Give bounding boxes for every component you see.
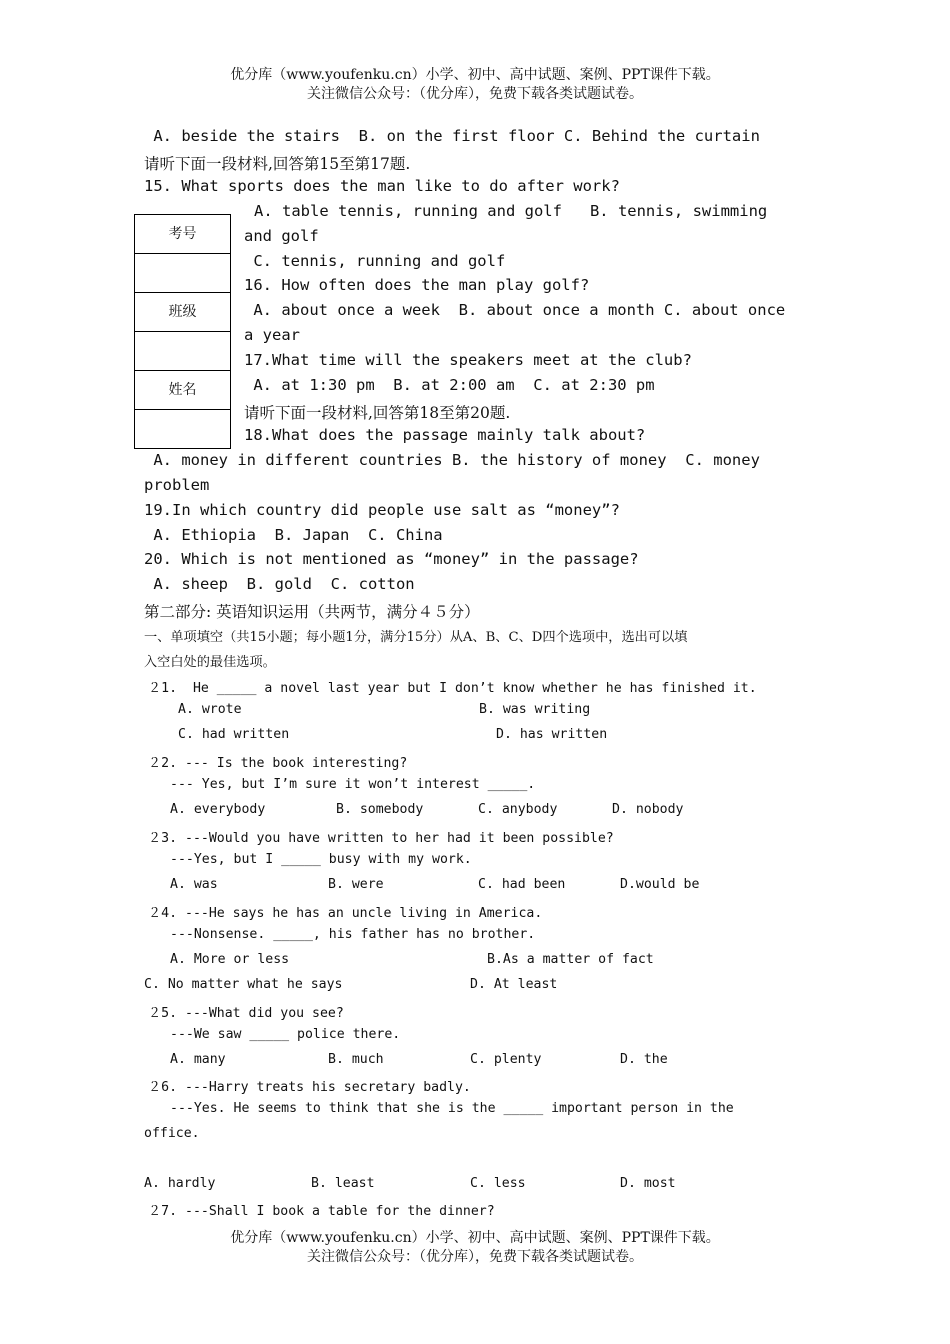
q22-option-c: C. anybody — [478, 802, 558, 817]
question-20: 20. Which is not mentioned as “money” in the passage? — [144, 550, 639, 568]
exam-number-label: 考号 — [135, 215, 230, 254]
q25-reply: ---We saw _____ police there. — [170, 1027, 401, 1042]
q26-option-c: C. less — [470, 1176, 526, 1191]
q23-reply: ---Yes, but I _____ busy with my work. — [170, 852, 472, 867]
header-line-1: 优分库（www.youfenku.cn）小学、初中、高中试题、案例、PPT课件下载。 — [230, 67, 720, 83]
question-15: 15. What sports does the man like to do after work? — [144, 177, 620, 195]
q15-options-b-cont: and golf — [244, 227, 319, 245]
question-19: 19.In which country did people use salt as “money”? — [144, 501, 620, 519]
single-choice-instruction-cont: 入空白处的最佳选项。 — [144, 655, 276, 670]
q25-option-d: D. the — [620, 1052, 668, 1067]
q23-option-a: A. was — [170, 877, 218, 892]
page-header — [0, 66, 950, 104]
section-instruction-18-20: 请听下面一段材料,回答第18至第20题. — [244, 404, 511, 422]
q22-reply: --- Yes, but I’m sure it won’t interest _____. — [170, 777, 536, 792]
q22-option-d: D. nobody — [612, 802, 684, 817]
question-23: ２3. ---Would you have written to her had it been possible? — [148, 831, 614, 846]
question-26: ２6. ---Harry treats his secretary badly. — [148, 1080, 471, 1095]
header-line-2: 关注微信公众号：（优分库），免费下载各类试题试卷。 — [307, 86, 643, 102]
q24-reply: ---Nonsense. _____, his father has no brother. — [170, 927, 536, 942]
q16-options: A. about once a week B. about once a month C. about once — [244, 301, 786, 319]
single-choice-instruction: 一、单项填空（共15小题；每小题1分，满分15分）从A、B、C、D四个选项中，选出可以填 — [144, 630, 688, 645]
question-24: ２4. ---He says he has an uncle living in America. — [148, 906, 543, 921]
q15-options-ab: A. table tennis, running and golf B. tennis, swimming — [254, 202, 768, 220]
question-21: ２1. He _____ a novel last year but I don’t know whether he has finished it. — [148, 681, 757, 696]
part-two-heading: 第二部分: 英语知识运用（共两节，满分４５分） — [144, 603, 480, 621]
q16-options-cont: a year — [244, 326, 300, 344]
q23-option-c: C. had been — [478, 877, 566, 892]
name-label: 姓名 — [135, 371, 230, 410]
q23-option-d: D.would be — [620, 877, 700, 892]
q26-reply-cont: office. — [144, 1126, 200, 1141]
question-27: ２7. ---Shall I book a table for the dinner? — [148, 1204, 495, 1219]
class-field — [135, 332, 230, 371]
question-16: 16. How often does the man play golf? — [244, 276, 590, 294]
question-25: ２5. ---What did you see? — [148, 1006, 344, 1021]
q24-option-b: B.As a matter of fact — [487, 952, 654, 967]
page-footer — [0, 1229, 950, 1267]
q22-option-b: B. somebody — [336, 802, 424, 817]
q19-options: A. Ethiopia B. Japan C. China — [144, 526, 443, 544]
q23-option-b: B. were — [328, 877, 384, 892]
q26-reply: ---Yes. He seems to think that she is the _____ important person in the — [170, 1101, 734, 1116]
q14-options: A. beside the stairs B. on the first floor C. Behind the curtain — [144, 127, 760, 145]
q26-option-a: A. hardly — [144, 1176, 216, 1191]
q24-option-d: D. At least — [470, 977, 558, 992]
q24-option-c: C. No matter what he says — [144, 977, 343, 992]
q22-option-a: A. everybody — [170, 802, 266, 817]
q21-option-a: A. wrote — [178, 702, 242, 717]
section-instruction-15-17: 请听下面一段材料,回答第15至第17题. — [144, 155, 411, 173]
q20-options: A. sheep B. gold C. cotton — [144, 575, 415, 593]
q26-option-b: B. least — [311, 1176, 375, 1191]
q25-option-c: C. plenty — [470, 1052, 542, 1067]
q18-options: A. money in different countries B. the history of money C. money — [144, 451, 760, 469]
footer-line-2: 关注微信公众号：（优分库），免费下载各类试题试卷。 — [307, 1249, 643, 1265]
q21-option-c: C. had written — [178, 727, 290, 742]
question-17: 17.What time will the speakers meet at the club? — [244, 351, 692, 369]
q17-options: A. at 1:30 pm B. at 2:00 am C. at 2:30 pm — [244, 376, 655, 394]
q21-option-d: D. has written — [496, 727, 608, 742]
exam-number-field — [135, 254, 230, 293]
q18-options-cont: problem — [144, 476, 210, 494]
student-id-box — [134, 214, 231, 449]
q26-option-d: D. most — [620, 1176, 676, 1191]
q21-option-b: B. was writing — [479, 702, 591, 717]
footer-line-1: 优分库（www.youfenku.cn）小学、初中、高中试题、案例、PPT课件下载。 — [230, 1230, 720, 1246]
class-label: 班级 — [135, 293, 230, 332]
q24-option-a: A. More or less — [170, 952, 290, 967]
q25-option-b: B. much — [328, 1052, 384, 1067]
question-22: ２2. --- Is the book interesting? — [148, 756, 408, 771]
q25-option-a: A. many — [170, 1052, 226, 1067]
question-18: 18.What does the passage mainly talk about? — [244, 426, 646, 444]
name-field — [135, 410, 230, 448]
q15-option-c: C. tennis, running and golf — [244, 252, 506, 270]
